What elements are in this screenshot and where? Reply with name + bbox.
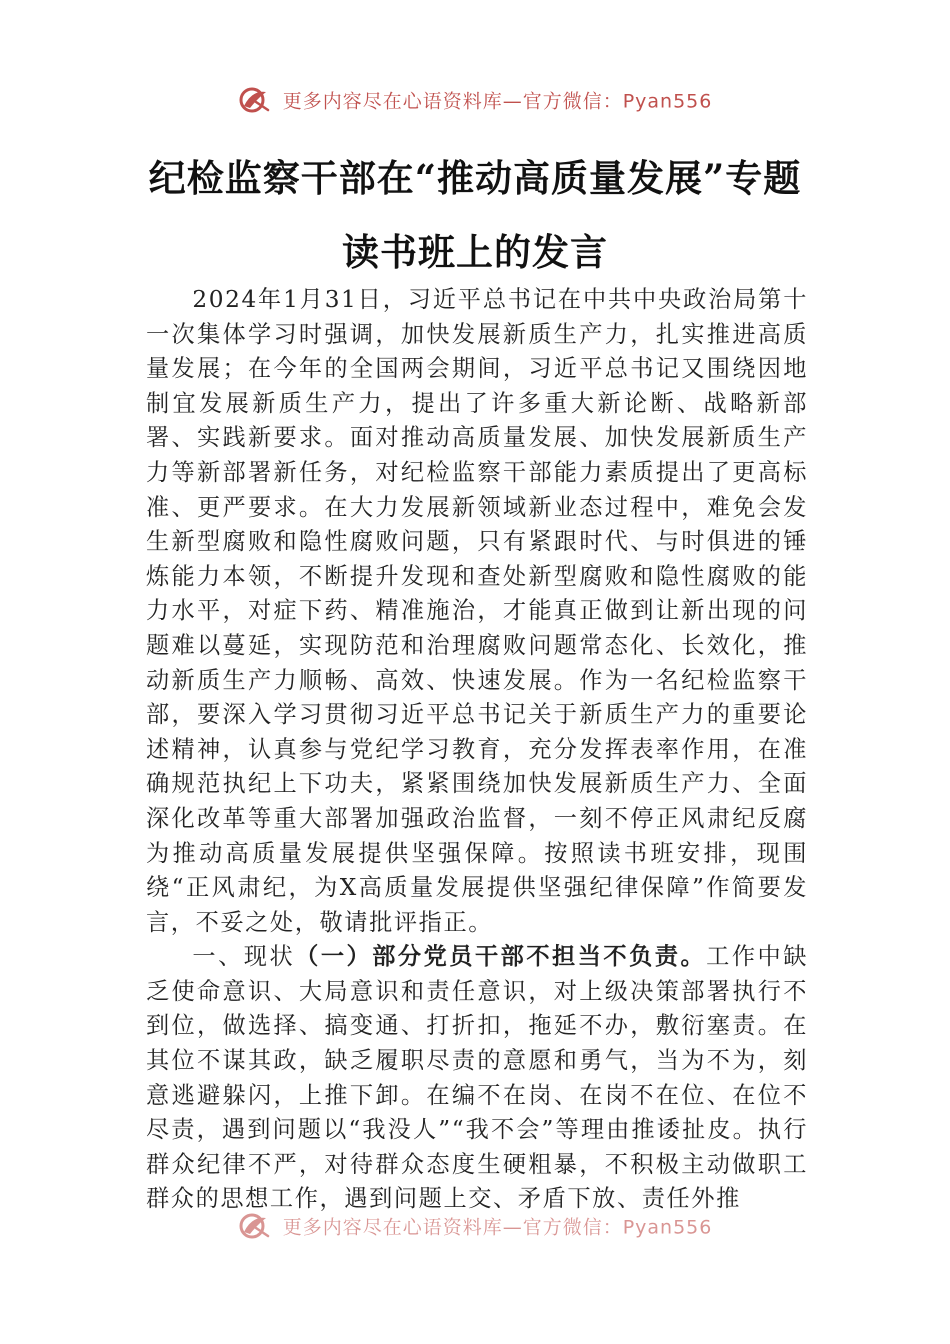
watermark-logo-icon [238, 86, 272, 114]
subsection-heading: （一）部分党员干部不担当不负责。 [295, 943, 707, 971]
document-body [146, 283, 808, 1217]
watermark-logo-icon [238, 1212, 272, 1240]
watermark-text: 更多内容尽在心语资料库—官方微信：Pyan556 [282, 90, 713, 113]
watermark-text: 更多内容尽在心语资料库—官方微信：Pyan556 [282, 1216, 713, 1239]
section-heading: 一、现状 [192, 943, 296, 971]
paragraph-section-one [146, 940, 808, 1217]
section-text: 工作中缺乏使命意识、大局意识和责任意识，对上级决策部署执行不到位，做选择、搞变通、打折扣，拖延不办，敷衍塞责。在其位不谋其政，缺乏履职尽责的意愿和勇气，当为不为，刻意逃避躲闪，上推下卸。在编不在岗、在岗不在位、在位不尽责，遇到问题以“我没人”“我不会”等理由推诿扯皮。执行群众纪律不严，对待群众态度生硬粗暴，不积极主动做职工群众的思想工作，遇到问题上交、矛盾下放、责任外推 [146, 943, 808, 1213]
watermark-footer [0, 1212, 950, 1240]
watermark-header [0, 86, 950, 114]
page-title-line1: 纪检监察干部在“推动高质量发展”专题 [148, 156, 802, 200]
page-title-line2: 读书班上的发言 [342, 230, 608, 274]
paragraph-intro: 2024年1月31日，习近平总书记在中共中央政治局第十一次集体学习时强调，加快发展新质生产力，扎实推进高质量发展；在今年的全国两会期间，习近平总书记又围绕因地制宜发展新质生产力，提出了许多重大新论断、战略新部署、实践新要求。面对推动高质量发展、加快发展新质生产力等新部署新任务，对纪检监察干部能力素质提出了更高标准、更严要求。在大力发展新领域新业态过程中，难免会发生新型腐败和隐性腐败问题，只有紧跟时代、与时俱进的锤炼能力本领，不断提升发现和查处新型腐败和隐性腐败的能力水平，对症下药、精准施治，才能真正做到让新出现的问题难以蔓延，实现防范和治理腐败问题常态化、长效化，推动新质生产力顺畅、高效、快速发展。作为一名纪检监察干部，要深入学习贯彻习近平总书记关于新质生产力的重要论述精神，认真参与党纪学习教育，充分发挥表率作用，在准确规范执纪上下功夫，紧紧围绕加快发展新质生产力、全面深化改革等重大部署加强政治监督，一刻不停正风肃纪反腐为推动高质量发展提供坚强保障。按照读书班安排，现围绕“正风肃纪，为X高质量发展提供坚强纪律保障”作简要发言，不妥之处，敬请批评指正。 [146, 286, 808, 936]
